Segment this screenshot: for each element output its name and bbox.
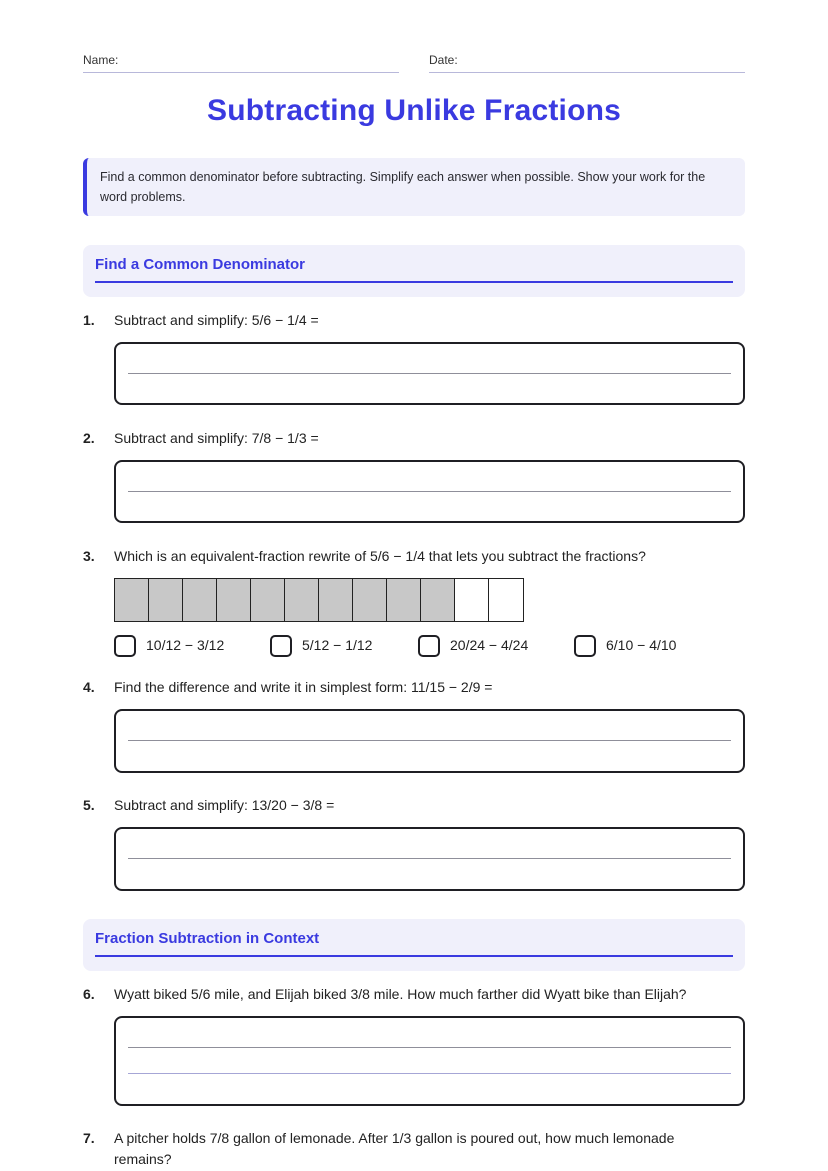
name-field[interactable] [83,52,399,73]
shaded-part [149,579,183,621]
question-number: 2. [83,430,95,446]
question-number: 4. [83,679,95,695]
question-text: Subtract and simplify: 7/8 − 1/3 = [114,430,319,446]
unshaded-part [455,579,489,621]
question-text: Subtract and simplify: 13/20 − 3/8 = [114,797,335,813]
shaded-part [183,579,217,621]
shaded-part [387,579,421,621]
question-number: 7. [83,1130,95,1146]
answer-box-5[interactable] [114,827,745,891]
answer-line [128,491,731,492]
shaded-part [319,579,353,621]
shaded-part [421,579,455,621]
section-underline [95,955,733,957]
question-text: Which is an equivalent-fraction rewrite of 5/6 − 1/4 that lets you subtract the fractions? [114,548,646,564]
section-title: Fraction Subtraction in Context [95,930,320,947]
shaded-part [353,579,387,621]
question-number: 6. [83,986,95,1002]
checkbox[interactable] [114,635,136,657]
answer-line [128,1047,731,1048]
answer-line [128,1073,731,1074]
worksheet-header [83,52,745,74]
page-title: Subtracting Unlike Fractions [207,94,621,127]
answer-line [128,858,731,859]
answer-box-4[interactable] [114,709,745,773]
choice-label: 6/10 − 4/10 [606,637,677,653]
answer-box-6[interactable] [114,1016,745,1106]
question-number: 1. [83,312,95,328]
fraction-bar-model [114,578,524,622]
choice-label: 10/12 − 3/12 [146,637,225,653]
answer-box-2[interactable] [114,460,745,523]
question-number: 5. [83,797,95,813]
date-field[interactable] [429,52,745,73]
name-label: Name: [83,53,119,67]
section-header-context [83,919,745,971]
question-text: Wyatt biked 5/6 mile, and Elijah biked 3/8 mile. How much farther did Wyatt bike than Elijah? [114,986,687,1002]
choice-label: 5/12 − 1/12 [302,637,373,653]
answer-line [128,373,731,374]
checkbox[interactable] [270,635,292,657]
question-number: 3. [83,548,95,564]
choice-label: 20/24 − 4/24 [450,637,529,653]
unshaded-part [489,579,523,621]
question-text: A pitcher holds 7/8 gallon of lemonade. After 1/3 gallon is poured out, how much lemonade remains? [114,1130,675,1167]
shaded-part [217,579,251,621]
checkbox[interactable] [418,635,440,657]
section-title: Find a Common Denominator [95,256,305,273]
date-label: Date: [429,53,458,67]
section-underline [95,281,733,283]
instructions-box: Find a common denominator before subtracting. Simplify each answer when possible. Show your work for the word problems. [83,158,745,216]
question-text: Find the difference and write it in simplest form: 11/15 − 2/9 = [114,679,493,695]
question-text: Subtract and simplify: 5/6 − 1/4 = [114,312,319,328]
section-header-common-denominator [83,245,745,297]
answer-line [128,740,731,741]
shaded-part [251,579,285,621]
shaded-part [115,579,149,621]
answer-box-1[interactable] [114,342,745,405]
shaded-part [285,579,319,621]
checkbox[interactable] [574,635,596,657]
